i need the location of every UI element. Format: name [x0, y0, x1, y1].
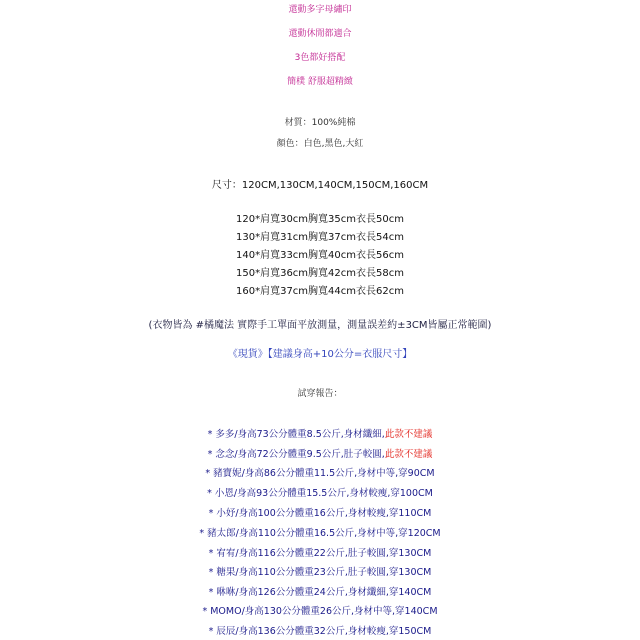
fitting-report-title: 試穿報告： — [297, 389, 343, 399]
measurement-row: 130*肩寬31cm胸寬37cm衣長54cm — [236, 232, 404, 243]
feature-line: 還動多字母繡印 — [288, 5, 352, 15]
report-text: * 宥宥/身高116公分體重22公斤,肚子較圓,穿130CM — [208, 548, 432, 559]
report-text: * 辰辰/身高136公分體重32公斤,身材較瘦,穿150CM — [208, 626, 432, 637]
feature-line: 簡樸 舒服超精緻 — [287, 77, 353, 87]
measurement-row: 120*肩寬30cm胸寬35cm衣長50cm — [236, 214, 404, 225]
not-recommended-note: 此款不建議 — [384, 449, 433, 460]
fitting-report-item — [0, 549, 640, 559]
report-text: * 咻咻/身高126公分體重24公斤,身材纖細,穿140CM — [208, 587, 432, 598]
report-text: * 念念/身高72公分體重9.5公斤,肚子較圓, — [207, 449, 385, 460]
report-text: * 糖果/身高110公分體重23公斤,肚子較圓,穿130CM — [208, 567, 432, 578]
measurement-note: (衣物皆為 #橘魔法 實際手工單面平放測量，測量誤差約±3CM皆屬正常範圍) — [148, 320, 492, 331]
measurement-row: 140*肩寬33cm胸寬40cm衣長56cm — [236, 250, 404, 261]
fitting-report-item — [0, 568, 640, 578]
report-text: * 小妤/身高100公分體重16公斤,身材較瘦,穿110CM — [208, 508, 432, 519]
fitting-report-item — [0, 489, 640, 499]
report-text: * 豬太郎/身高110公分體重16.5公斤,身材中等,穿120CM — [199, 528, 441, 539]
fitting-report-item — [0, 588, 640, 598]
fitting-report-item — [0, 430, 640, 440]
fitting-report-item — [0, 529, 640, 539]
report-text: * 多多/身高73公分體重8.5公斤,身材纖細, — [207, 429, 385, 440]
not-recommended-note: 此款不建議 — [384, 429, 433, 440]
report-text: * 小恩/身高93公分體重15.5公斤,身材較瘦,穿100CM — [207, 488, 433, 499]
measurement-row: 150*肩寬36cm胸寬42cm衣長58cm — [236, 268, 404, 279]
fitting-report-item — [0, 627, 640, 637]
fitting-report-item — [0, 450, 640, 460]
fitting-report-item — [0, 607, 640, 617]
size-advice: 《現貨》【建議身高+10公分=衣服尺寸】 — [227, 349, 413, 360]
feature-line: 3色都好搭配 — [294, 53, 346, 63]
measurement-row: 160*肩寬37cm胸寬44cm衣長62cm — [236, 286, 404, 297]
report-text: * MOMO/身高130公分體重26公斤,身材中等,穿140CM — [202, 606, 438, 617]
report-text: * 豬寶妮/身高86公分體重11.5公斤,身材中等,穿90CM — [205, 468, 435, 479]
material-text: 材質：100%純棉 — [284, 118, 356, 128]
size-list: 尺寸：120CM,130CM,140CM,150CM,160CM — [211, 180, 429, 191]
feature-line: 還動休閒都適合 — [288, 29, 352, 39]
colors-text: 顏色：白色,黑色,大紅 — [276, 139, 364, 149]
fitting-report-item — [0, 469, 640, 479]
fitting-report-item — [0, 509, 640, 519]
